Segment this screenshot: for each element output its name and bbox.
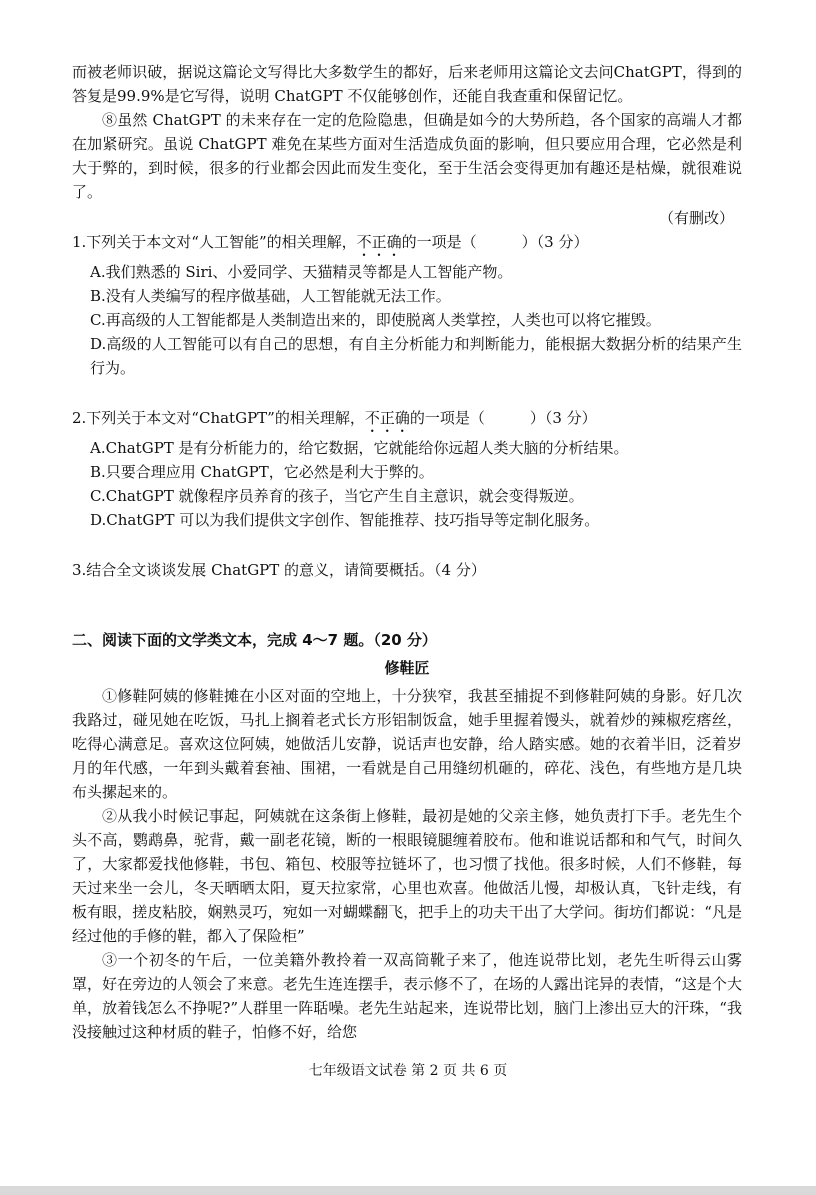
question-1-option-a: A.我们熟悉的 Siri、小爱同学、天猫精灵等都是人工智能产物。 xyxy=(90,263,513,281)
question-1-option-b: B.没有人类编写的程序做基础，人工智能就无法工作。 xyxy=(90,287,451,305)
question-2-stem-before: 2.下列关于本文对“ChatGPT”的相关理解， xyxy=(72,409,365,427)
question-1-stem-after: 的一项是（ ）（3 分） xyxy=(401,233,589,251)
question-1-option-d: D.高级的人工智能可以有自己的思想，有自主分析能力和判断能力，能根据大数据分析的结果产生行为。 xyxy=(90,335,742,377)
question-2-option-a: A.ChatGPT 是有分析能力的，给它数据，它就能给你远超人类大脑的分析结果。 xyxy=(90,439,629,457)
question-2-stem xyxy=(72,406,742,436)
bottom-scroll-bar xyxy=(0,1186,816,1195)
exam-page xyxy=(72,60,742,1044)
question-1-stem-emphasis: 不正确 xyxy=(356,233,402,251)
question-1-option-c: C.再高级的人工智能都是人类制造出来的，即使脱离人类掌控，人类也可以将它摧毁。 xyxy=(90,311,661,329)
story-paragraph-3: ③一个初冬的午后，一位美籍外教拎着一双高筒靴子来了，他连说带比划，老先生听得云山雾罩，好在旁边的人领会了来意。老先生连连摆手，表示修不了，在场的人露出诧异的表情，“这是个大单，放着钱怎么不挣呢?”人群里一阵聒噪。老先生站起来，连说带比划，脑门上渗出豆大的汗珠，“我没接触过这种材质的鞋子，怕修不好，给您 xyxy=(72,951,742,1041)
story-title: 修鞋匠 xyxy=(384,659,430,677)
story-paragraph-1: ①修鞋阿姨的修鞋摊在小区对面的空地上，十分狭窄，我甚至捕捉不到修鞋阿姨的身影。好几次我路过，碰见她在吃饭，马扎上搁着老式长方形铝制饭盒，她手里握着馒头，就着炒的辣椒疙瘩丝，吃得心满意足。喜欢这位阿姨，她做活儿安静，说话声也安静，给人踏实感。她的衣着半旧，泛着岁月的年代感，一年到头戴着套袖、围裙，一看就是自己用缝纫机砸的，碎花、浅色，有些地方是几块布头摞起来的。 xyxy=(72,687,742,801)
question-3: 3.结合全文谈谈发展 ChatGPT 的意义，请简要概括。（4 分） xyxy=(72,561,486,579)
question-1-stem xyxy=(72,230,742,260)
source-note: （有删改） xyxy=(658,209,734,227)
section-2-heading: 二、阅读下面的文学类文本，完成 4～7 题。（20 分） xyxy=(72,631,437,649)
paragraph-continuation: 而被老师识破，据说这篇论文写得比大多数学生的都好，后来老师用这篇论文去问ChatGPT，得到的答复是99.9%是它写得，说明 ChatGPT 不仅能够创作，还能自我查重和保留记忆。 xyxy=(72,63,742,105)
question-2-option-b: B.只要合理应用 ChatGPT，它必然是利大于弊的。 xyxy=(90,463,434,481)
question-1-stem-before: 1.下列关于本文对“人工智能”的相关理解， xyxy=(72,233,357,251)
question-2-option-d: D.ChatGPT 可以为我们提供文字创作、智能推荐、技巧指导等定制化服务。 xyxy=(90,511,600,529)
paragraph-8: ⑧虽然 ChatGPT 的未来存在一定的危险隐患，但确是如今的大势所趋，各个国家的高端人才都在加紧研究。虽说 ChatGPT 难免在某些方面对生活造成负面的影响，但只要应用合理，它必然是利大于弊的，到时候，很多的行业都会因此而发生变化，至于生活会变得更加有趣还是枯燥，就很难说了。 xyxy=(72,111,742,201)
page-footer: 七年级语文试卷 第 2 页 共 6 页 xyxy=(308,1063,508,1079)
question-2-option-c: C.ChatGPT 就像程序员养育的孩子，当它产生自主意识，就会变得叛逆。 xyxy=(90,487,584,505)
story-paragraph-2: ②从我小时候记事起，阿姨就在这条街上修鞋，最初是她的父亲主修，她负责打下手。老先生个头不高，鹦鹉鼻，驼背，戴一副老花镜，断的一根眼镜腿缠着胶布。他和谁说话都和和气气，时间久了，大家都爱找他修鞋，书包、箱包、校服等拉链坏了，也习惯了找他。很多时候，人们不修鞋，每天过来坐一会儿，冬天晒晒太阳，夏天拉家常，心里也欢喜。他做活儿慢，却极认真，飞针走线，有板有眼，搓皮粘胶，娴熟灵巧，宛如一对蝴蝶翻飞，把手上的功夫干出了大学问。街坊们都说：“凡是经过他的手修的鞋，都入了保险柜” xyxy=(72,807,742,945)
question-2-stem-after: 的一项是（ ）（3 分） xyxy=(409,409,597,427)
question-2-stem-emphasis: 不正确 xyxy=(364,409,410,427)
